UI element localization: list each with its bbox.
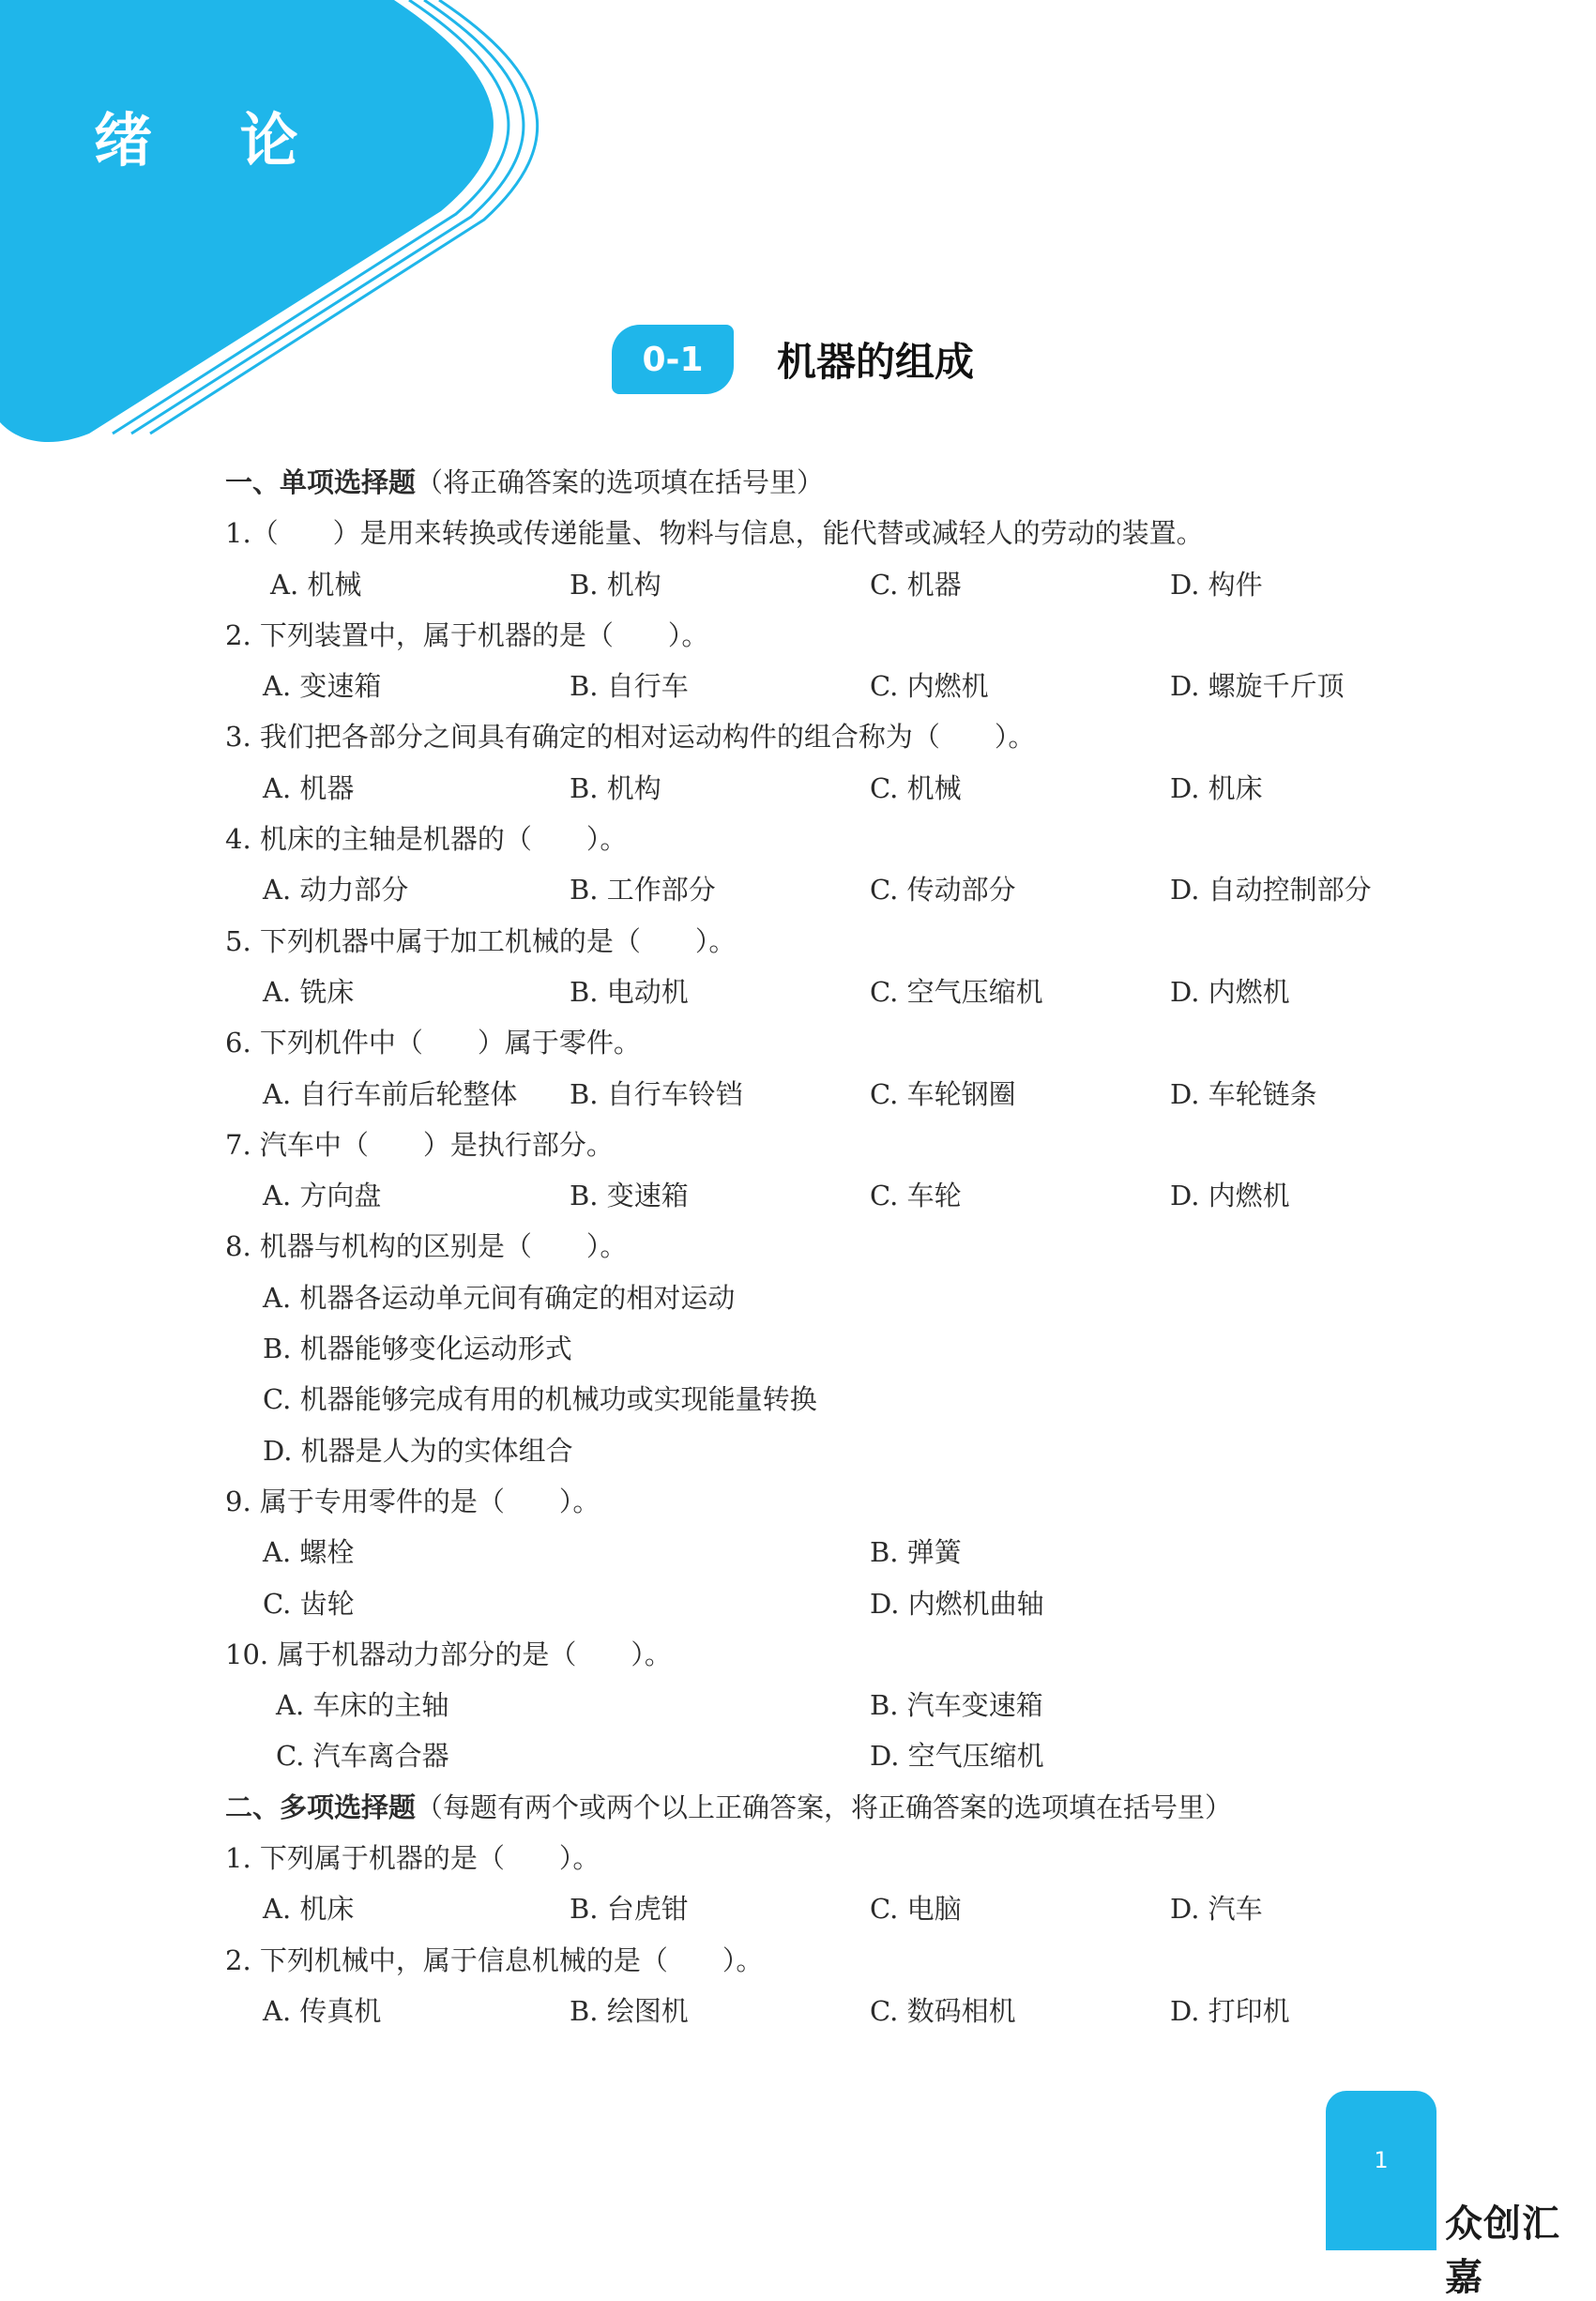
option: A. 螺栓 [263, 1536, 355, 1569]
option: D. 内燃机 [1170, 975, 1290, 1008]
chapter-corner-decoration [0, 0, 600, 450]
page-number-tab [1326, 2091, 1436, 2250]
option: B. 机器能够变化运动形式 [263, 1333, 572, 1365]
options-row [225, 1730, 1407, 1781]
watermark-logo: 众创汇嘉 [1445, 2202, 1560, 2299]
option: D. 螺旋千斤顶 [1170, 670, 1345, 703]
exercise-content [225, 457, 1407, 2036]
option: D. 机床 [1170, 771, 1263, 804]
question-text: 4. 机床的主轴是机器的（ [225, 823, 532, 856]
options-row [225, 661, 1407, 711]
options-row [225, 1680, 1407, 1730]
question-text: 10. 属于机器动力部分的是（ [225, 1638, 577, 1670]
option: A. 变速箱 [263, 670, 382, 703]
option: A. 动力部分 [263, 874, 409, 907]
option: B. 台虎钳 [570, 1893, 689, 1926]
option: C. 车轮 [870, 1180, 962, 1212]
question-text: 8. 机器与机构的区别是（ [225, 1230, 532, 1263]
chapter-title: 绪 论 [94, 106, 332, 175]
options-row [225, 1986, 1407, 2036]
option: D. 构件 [1170, 568, 1263, 601]
question-stem [225, 1221, 1407, 1272]
section-title: 机器的组成 [777, 339, 975, 385]
option: D. 机器是人为的实体组合 [263, 1434, 573, 1467]
question-text: 2. 下列机械中，属于信息机械的是（ [225, 1943, 668, 1976]
option: C. 空气压缩机 [870, 975, 1043, 1008]
question-text: 5. 下列机器中属于加工机械的是（ [225, 924, 641, 957]
option: D. 汽车 [1170, 1893, 1263, 1926]
option: A. 铣床 [263, 975, 355, 1008]
question-text: ）。 [631, 1638, 672, 1670]
option: C. 内燃机 [870, 670, 989, 703]
options-row [225, 1527, 1407, 1577]
option: B. 机构 [570, 568, 661, 601]
question-text: ）。 [585, 823, 628, 856]
option: A. 自行车前后轮整体 [263, 1077, 518, 1110]
option: A. 机器 [263, 771, 355, 804]
option: D. 内燃机曲轴 [870, 1587, 1044, 1620]
question-text: ）。 [722, 1943, 764, 1976]
question-text: 6. 下列机件中（ [225, 1027, 423, 1059]
question-stem [225, 1629, 1407, 1680]
options-row [225, 1069, 1407, 1120]
option: A. 方向盘 [263, 1180, 382, 1212]
question-text: ）是用来转换或传递能量、物料与信息，能代替或减轻人的劳动的装置。 [332, 517, 1204, 550]
option: D. 自动控制部分 [1170, 874, 1372, 907]
question-stem [225, 711, 1407, 762]
options-row [225, 1578, 1407, 1629]
option: C. 传动部分 [870, 874, 1016, 907]
question-text: ）。 [667, 618, 709, 651]
part2-heading [225, 1782, 1407, 1833]
option: B. 弹簧 [870, 1536, 962, 1569]
question-stem [225, 1935, 1407, 1986]
question-text: ）是执行部分。 [422, 1128, 614, 1161]
question-stem [225, 1833, 1407, 1883]
option: D. 打印机 [1170, 1994, 1290, 2027]
question-text: 1. 下列属于机器的是（ [225, 1842, 505, 1875]
question-text: 3. 我们把各部分之间具有确定的相对运动构件的组合称为（ [225, 721, 940, 754]
option: D. 内燃机 [1170, 1180, 1290, 1212]
part1-heading [225, 457, 1407, 508]
options-row [225, 967, 1407, 1017]
option: C. 齿轮 [263, 1587, 355, 1620]
option: C. 车轮钢圈 [870, 1077, 1016, 1110]
option: B. 绘图机 [570, 1994, 689, 2027]
question-text: 1.（ [225, 517, 279, 550]
question-text: ）。 [994, 721, 1036, 754]
part1-heading-title: 一、单项选择题 [225, 466, 417, 498]
question-stem [225, 508, 1407, 558]
question-stem [225, 916, 1407, 967]
option: B. 汽车变速箱 [870, 1689, 1043, 1722]
option: B. 变速箱 [570, 1180, 689, 1212]
options-row [225, 1883, 1407, 1934]
question-text: ）。 [585, 1230, 628, 1263]
option: C. 汽车离合器 [276, 1740, 449, 1773]
section-number-badge: 0-1 [612, 325, 734, 394]
option: B. 机构 [570, 771, 661, 804]
part2-heading-note: （每题有两个或两个以上正确答案，将正确答案的选项填在括号里） [416, 1791, 1233, 1823]
question-text: 9. 属于专用零件的是（ [225, 1485, 505, 1517]
part1-heading-note: （将正确答案的选项填在括号里） [416, 466, 825, 498]
option: B. 工作部分 [570, 874, 716, 907]
options-row [225, 763, 1407, 814]
question-stem [225, 1120, 1407, 1170]
option: A. 车床的主轴 [276, 1689, 449, 1722]
question-text: 7. 汽车中（ [225, 1128, 369, 1161]
options-row [225, 864, 1407, 915]
question-text: ）。 [694, 924, 737, 957]
question-text: ）。 [558, 1485, 600, 1517]
options-row [225, 559, 1407, 610]
option: C. 机器 [870, 568, 962, 601]
option: C. 机械 [870, 771, 962, 804]
question-text: ）。 [558, 1842, 600, 1875]
question-text: 2. 下列装置中，属于机器的是（ [225, 618, 614, 651]
option: B. 电动机 [570, 975, 689, 1008]
option: C. 电脑 [870, 1893, 962, 1926]
options-row [225, 1170, 1407, 1221]
page-number: 1 [1374, 2147, 1389, 2173]
question-stem [225, 610, 1407, 661]
option: C. 机器能够完成有用的机械功或实现能量转换 [263, 1383, 817, 1416]
option: A. 机器各运动单元间有确定的相对运动 [263, 1281, 736, 1314]
option: C. 数码相机 [870, 1994, 1016, 2027]
option: B. 自行车 [570, 670, 689, 703]
part2-heading-title: 二、多项选择题 [225, 1791, 417, 1823]
question-stem [225, 1017, 1407, 1068]
question-text: ）属于零件。 [477, 1027, 641, 1059]
question-stem [225, 814, 1407, 864]
section-header [612, 325, 974, 394]
option: A. 机床 [263, 1893, 355, 1926]
option: A. 传真机 [263, 1994, 382, 2027]
option: D. 车轮链条 [1170, 1077, 1317, 1110]
question-stem [225, 1476, 1407, 1527]
option: D. 空气压缩机 [870, 1740, 1044, 1773]
option: B. 自行车铃铛 [570, 1077, 743, 1110]
option: A. 机械 [270, 568, 362, 601]
